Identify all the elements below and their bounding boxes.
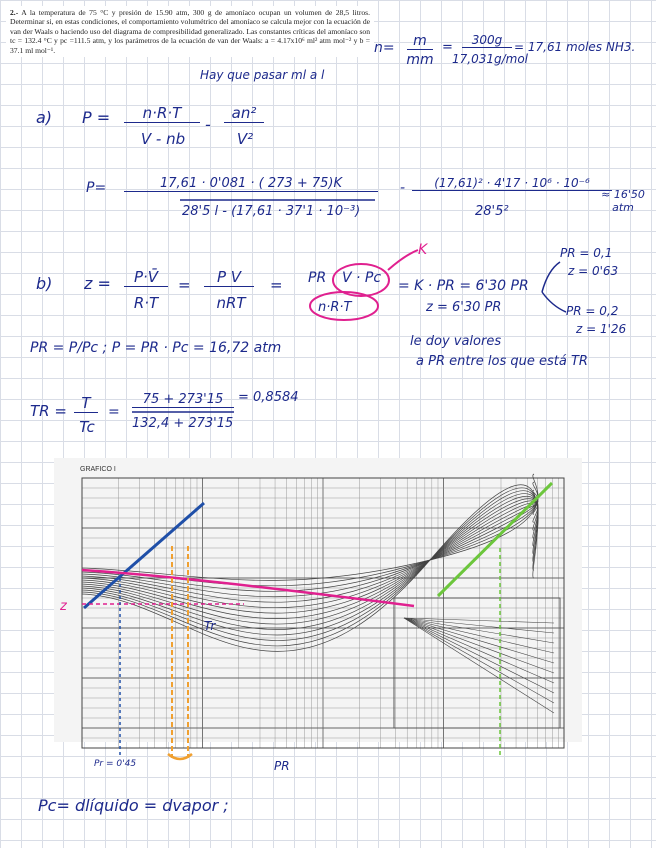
moles-mass: m bbox=[407, 33, 433, 50]
moles-lhs: n= bbox=[374, 40, 395, 56]
vdw-den2: V² bbox=[236, 130, 254, 148]
z-eq2: = bbox=[270, 276, 283, 294]
z-num1: P·V̄ bbox=[124, 268, 168, 287]
compressibility-chart-svg bbox=[54, 458, 582, 773]
brace-point1 bbox=[542, 262, 560, 292]
chart-isotherm bbox=[82, 498, 538, 597]
moles-result: = 17,61 moles NH3. bbox=[514, 40, 636, 54]
z-num3-pr: PR bbox=[308, 270, 327, 286]
tr-lhs: TR = bbox=[30, 402, 67, 420]
tr-den1: Tc bbox=[79, 418, 95, 436]
chart-label-tr: Tr bbox=[204, 619, 216, 633]
tr-den2: 132,4 + 273'15 bbox=[132, 416, 234, 431]
pr-definition: PR = P/Pc ; P = PR · Pc = 16,72 atm bbox=[30, 340, 282, 356]
brace-point2 bbox=[542, 292, 566, 312]
moles-eq: = bbox=[442, 40, 453, 55]
moles-value-num: 300g bbox=[462, 33, 512, 48]
part-b-label: b) bbox=[36, 274, 53, 293]
part-a-label: a) bbox=[36, 108, 53, 127]
sub-minus: - bbox=[400, 180, 406, 196]
z-num2: P V bbox=[204, 268, 254, 287]
chart-x-label: PR bbox=[274, 759, 290, 773]
z-tail: = K · PR = 6'30 PR bbox=[398, 278, 529, 294]
chart-isotherm bbox=[82, 501, 538, 619]
tr-eq: = bbox=[108, 404, 120, 420]
chart-inset bbox=[404, 618, 554, 713]
chart-inset-line bbox=[404, 618, 554, 693]
z-den3: n·R·T bbox=[318, 300, 352, 315]
moles-value-den: 17,031g/mol bbox=[452, 52, 529, 66]
z-value: z = 6'30 PR bbox=[426, 300, 502, 315]
chart-inset-line bbox=[404, 618, 554, 663]
point2-pr: PR = 0,2 bbox=[566, 304, 619, 318]
sub-num2: (17,61)² · 4'17 · 10⁶ · 10⁻⁶ bbox=[412, 176, 612, 191]
problem-text: A la temperatura de 75 °C y presión de 15.90 atm, 300 g de amoníaco ocupan un volumen de 28,5 litros. Determinar si, en estas condiciones, el comportamiento volumétrico del amoníaco se calcula mejor con la ecuación de van der Waals o haciendo uso del diagrama de compresibilidad generalizado. Las constantes críticas del amoníaco son tc = 132.4 °C y pc =111.5 atm, y los parámetros de la ecuación de van der Waals: a = 4.17x10⁶ ml² atm mol⁻² y b = 37.1 ml mol⁻¹. bbox=[10, 8, 371, 55]
sub-den2: 28'5² bbox=[475, 204, 509, 219]
vdw-lhs: P = bbox=[82, 108, 111, 127]
tr-num2: 75 + 273'15 bbox=[132, 392, 234, 408]
circle-nrt bbox=[310, 292, 378, 320]
point1-z: z = 0'63 bbox=[568, 264, 619, 278]
vdw-result: ≈ 16'50 atm bbox=[601, 188, 645, 214]
vdw-minus: - bbox=[205, 115, 211, 134]
chart-label-z: z bbox=[60, 599, 67, 614]
point1-pr: PR = 0,1 bbox=[560, 246, 613, 260]
z-num3-vpc: V · Pc bbox=[342, 270, 382, 286]
point2-z: z = 1'26 bbox=[576, 322, 627, 336]
footer-liquid-vapor: Pc= dlíquido = dvapor ; bbox=[38, 796, 229, 815]
note-line1: le doy valores bbox=[410, 334, 502, 349]
blue-z-line bbox=[84, 503, 204, 608]
chart-isotherm bbox=[82, 488, 538, 646]
chart-title: GRAFICO I bbox=[80, 466, 116, 473]
z-lhs: z = bbox=[84, 274, 111, 293]
sub-num1: 17,61 · 0'081 · ( 273 + 75)K bbox=[124, 176, 378, 192]
moles-molar-mass: mm bbox=[406, 52, 434, 68]
vdw-den1: V - nb bbox=[140, 130, 186, 148]
k-label: K bbox=[418, 242, 428, 258]
tr-result: = 0,8584 bbox=[238, 390, 299, 405]
note-ml-to-l: Hay que pasar ml a l bbox=[200, 68, 325, 82]
vdw-num2: an² bbox=[224, 104, 264, 123]
chart-isotherm bbox=[82, 482, 538, 586]
z-den2: nRT bbox=[216, 294, 246, 312]
problem-number: 2.- bbox=[10, 8, 19, 17]
arrow-to-k bbox=[388, 250, 418, 270]
chart-inset-line bbox=[404, 618, 554, 713]
sub-den1: 28'5 l - (17,61 · 37'1 · 10⁻³) bbox=[182, 204, 361, 219]
chart-inset-box bbox=[394, 598, 560, 728]
chart-label-pr045: Pr = 0'45 bbox=[94, 759, 137, 769]
vdw-num1: n·R·T bbox=[124, 104, 200, 123]
tr-num1: T bbox=[74, 394, 98, 413]
z-eq1: = bbox=[178, 276, 191, 294]
z-den1: R·T bbox=[133, 294, 159, 312]
note-line2: a PR entre los que está TR bbox=[416, 354, 588, 369]
chart-inset-line bbox=[404, 618, 554, 673]
sub-lhs: P= bbox=[86, 180, 107, 196]
